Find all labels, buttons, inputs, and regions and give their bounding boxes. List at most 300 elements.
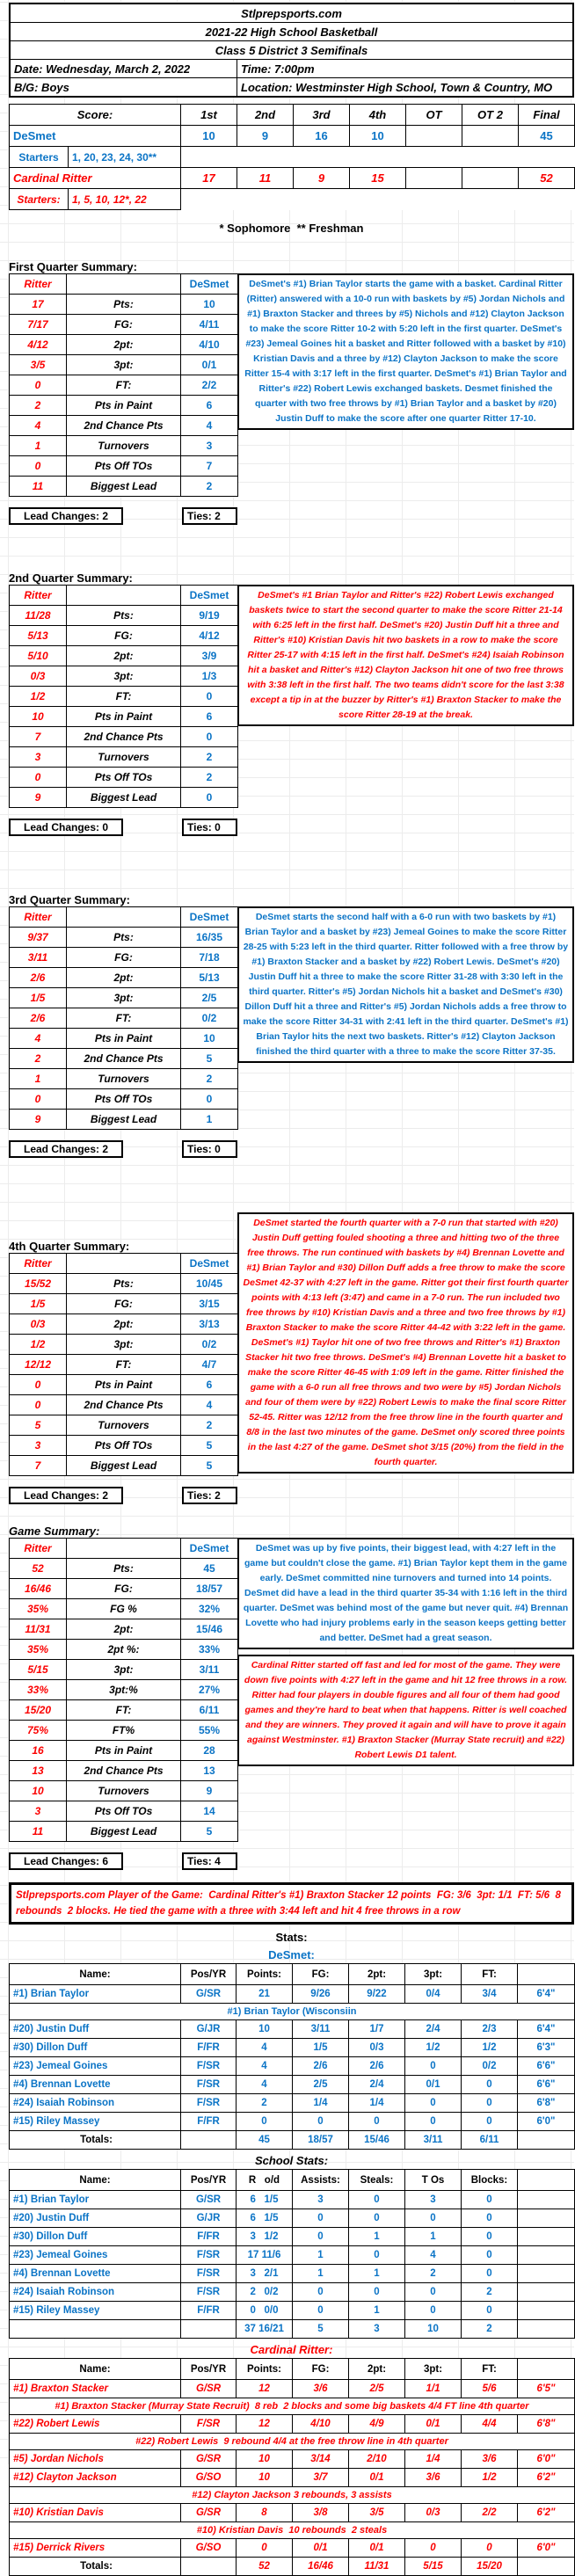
- player-2pt: 0/1: [349, 2469, 405, 2487]
- ritter-value: 7/17: [10, 315, 67, 335]
- ritter-starters: 1, 5, 10, 12*, 22: [69, 189, 181, 210]
- quarter-title: 2nd Quarter Summary:: [9, 571, 133, 585]
- ritter-value: 35%: [10, 1640, 67, 1660]
- stat-label: Biggest Lead: [67, 1822, 181, 1842]
- stat-label: Biggest Lead: [67, 1456, 181, 1476]
- stat-row: [10, 1579, 238, 1599]
- ritter-value: 1/5: [10, 1294, 67, 1314]
- player-row: [10, 2558, 575, 2576]
- stat-label: Pts Off TOs: [67, 1436, 181, 1456]
- desmet-value: 6: [181, 396, 238, 416]
- ritter-value: 11: [10, 1822, 67, 1842]
- ritter-value: 3: [10, 1801, 67, 1822]
- player-height: 6'2": [518, 2469, 575, 2487]
- stat-row: [10, 355, 238, 375]
- player-empty: [518, 2209, 575, 2228]
- desmet-value: 7: [181, 456, 238, 477]
- stat-header-row: [10, 274, 238, 295]
- ritter-value: 33%: [10, 1680, 67, 1700]
- ties-box: Ties: 0: [182, 1140, 237, 1158]
- lead-changes-box: Lead Changes: 2: [9, 507, 123, 525]
- player-2pt: 15/46: [349, 2131, 405, 2150]
- player-pos-yr: G/SR: [181, 2504, 237, 2522]
- ritter-value: 5/15: [10, 1660, 67, 1680]
- score-label: Score:: [10, 105, 181, 126]
- desmet-starters-row: [10, 147, 575, 168]
- ties-box: Ties: 2: [182, 1487, 237, 1504]
- player-empty: [518, 2302, 575, 2320]
- player-pos-yr: F/FR: [181, 2302, 237, 2320]
- stat-row: [10, 646, 238, 666]
- section-third-quarter: [9, 889, 574, 1158]
- player-height: 6'5": [518, 2380, 575, 2398]
- player-3pt: 0/1: [405, 2076, 462, 2094]
- game-summary-title: Game Summary:: [9, 1524, 100, 1538]
- player-rebounds: 3 1/2: [237, 2228, 293, 2246]
- player-note-row: [10, 2004, 575, 2020]
- player-pos-yr: F/SR: [181, 2076, 237, 2094]
- desmet-value: 2: [181, 477, 238, 497]
- ritter-value: 2: [10, 396, 67, 416]
- player-assists: 1: [293, 2265, 349, 2283]
- player-ft: 1/2: [462, 2039, 518, 2057]
- ties-box: Ties: 0: [182, 819, 237, 836]
- player-3pt: 1/2: [405, 2039, 462, 2057]
- stat-label: 2nd Chance Pts: [67, 1761, 181, 1781]
- player-pos-yr: [181, 2558, 237, 2576]
- header-turnovers: T Os: [405, 2170, 462, 2191]
- player-row: [10, 2020, 575, 2039]
- ritter-value: 13: [10, 1761, 67, 1781]
- player-points: 10: [237, 2020, 293, 2039]
- game-date: Date: Wednesday, March 2, 2022: [11, 60, 237, 77]
- stat-label: Pts:: [67, 928, 181, 948]
- player-rebounds: 2 0/2: [237, 2283, 293, 2302]
- player-assists: 0: [293, 2209, 349, 2228]
- score-table: [9, 104, 575, 210]
- desmet-column-header: DeSmet: [181, 1539, 238, 1559]
- desmet-value: 5: [181, 1049, 238, 1069]
- player-steals: 0: [349, 2191, 405, 2209]
- stat-label: FG %: [67, 1599, 181, 1619]
- stat-label: FT:: [67, 687, 181, 707]
- player-turnovers: 0: [405, 2283, 462, 2302]
- ritter-value: 1: [10, 436, 67, 456]
- desmet-value: 0: [181, 1089, 238, 1110]
- ritter-q4: 15: [350, 168, 406, 189]
- player-2pt: 2/6: [349, 2057, 405, 2076]
- player-2pt: 2/4: [349, 2076, 405, 2094]
- section-fourth-quarter: [9, 1218, 574, 1504]
- player-turnovers: 10: [405, 2320, 462, 2339]
- player-blocks: 0: [462, 2302, 518, 2320]
- header-2pt: 2pt:: [349, 2359, 405, 2380]
- header-steals: Steals:: [349, 2170, 405, 2191]
- stat-label: Pts:: [67, 1559, 181, 1579]
- player-row: [10, 2228, 575, 2246]
- player-pos-yr: [181, 2131, 237, 2150]
- stat-row: [10, 928, 238, 948]
- player-2pt: 1/4: [349, 2094, 405, 2113]
- player-ft: 5/6: [462, 2380, 518, 2398]
- player-rebounds: 6 1/5: [237, 2191, 293, 2209]
- q4-stat-table: [9, 1253, 238, 1476]
- desmet-team-name: DeSmet: [10, 126, 181, 147]
- player-fg: 0/1: [293, 2539, 349, 2558]
- ritter-value: 11/28: [10, 606, 67, 626]
- empty-header-cell: [67, 1539, 181, 1559]
- desmet-value: 2/2: [181, 375, 238, 396]
- class-year-footnote: * Sophomore ** Freshman: [219, 222, 364, 235]
- stat-row: [10, 687, 238, 707]
- player-pos-yr: F/SR: [181, 2246, 237, 2265]
- player-empty: [518, 2265, 575, 2283]
- player-height: 6'2": [518, 2504, 575, 2522]
- ritter-value: 5/10: [10, 646, 67, 666]
- player-pos-yr: G/JR: [181, 2020, 237, 2039]
- game-location: Location: Westminster High School, Town & Country, MO: [241, 80, 553, 94]
- stat-row: [10, 1274, 238, 1294]
- player-fg: 2/5: [293, 2076, 349, 2094]
- player-row: [10, 2131, 575, 2150]
- q3-stat-table: [9, 906, 238, 1130]
- q4-narrative: DeSmet started the fourth quarter with a 7-0 run that started with #20) Justin Duff getting fouled shooting a three and hitting two of the three free throws. The run continued with baskets by #4) Brennan Lovette and #1) Brian Taylor and #30) Dillon Duff adds a free throw to make the score DeSmet 42-37 with 4:27 left in the game. Ritter got their first fourth quarter points with 4:13 left (3:47) and came in a 7-0 run. The run included two free throws by #10) Kristian Davis and a three and two free throws by #1) Braxton Stacker to make the score Ritter 44-42 with 3:22 left in the game. DeSmet's #1) Taylor hit one of two free throws and Ritter's #1) Braxton Stacker hit two free throws. DeSmet's #4) Brennan Lovette hit a basket to make the score Ritter 46-45 with 1:09 left in the game. Ritter finished the game with a 6-0 run all free throws and two were by #5) Jordan Nichols and four of them were by #22) Robert Lewis to make the final score Ritter 52-45. Ritter was 12/12 from the free throw line in the fourth quarter and 8/8 in the last two minutes of the game. DeSmet only scored three points in the last 4:27 of the game. DeSmet shot 3/15 (20%) from the field in the fourth quarter.: [237, 1212, 574, 1474]
- col-ot: OT: [406, 105, 462, 126]
- player-rebounds: 37 16/21: [237, 2320, 293, 2339]
- player-steals: 0: [349, 2246, 405, 2265]
- player-name: #20) Justin Duff: [10, 2020, 181, 2039]
- ritter-starters-row: [10, 189, 575, 210]
- player-assists: 1: [293, 2246, 349, 2265]
- player-note-row: [10, 2434, 575, 2450]
- player-rebounds: 17 11/6: [237, 2246, 293, 2265]
- player-pos-yr: G/JR: [181, 2209, 237, 2228]
- stat-row: [10, 315, 238, 335]
- stat-row: [10, 1415, 238, 1436]
- empty-header-cell: [67, 907, 181, 928]
- ritter-value: 2/6: [10, 1008, 67, 1029]
- ritter-column-header: Ritter: [10, 586, 67, 606]
- header-ft: FT:: [462, 2359, 518, 2380]
- desmet-value: 9/19: [181, 606, 238, 626]
- stat-row: [10, 788, 238, 808]
- player-of-the-game-box: Stlprepsports.com Player of the Game: Cardinal Ritter's #1) Braxton Stacker 12 points FG: 3/6 3pt: 1/1 FT: 5/6 8 rebounds 2 blocks. He tied the game with a three with 3:44 left and hit 4 free throws in a row: [9, 1882, 574, 1925]
- stat-label: FG:: [67, 315, 181, 335]
- player-points: 2: [237, 2094, 293, 2113]
- stat-row: [10, 1640, 238, 1660]
- player-pos-yr: [181, 2320, 237, 2339]
- player-pos-yr: F/SR: [181, 2057, 237, 2076]
- desmet-column-header: DeSmet: [181, 907, 238, 928]
- player-turnovers: 0: [405, 2302, 462, 2320]
- stat-label: 2pt %:: [67, 1640, 181, 1660]
- player-note-row: [10, 2398, 575, 2415]
- stat-label: 2pt:: [67, 968, 181, 988]
- header-pos-yr: Pos/YR: [181, 2170, 237, 2191]
- stat-label: 2pt:: [67, 646, 181, 666]
- player-name: #23) Jemeal Goines: [10, 2246, 181, 2265]
- desmet-ot: [406, 126, 462, 147]
- ritter-value: 15/20: [10, 1700, 67, 1721]
- header-ft: FT:: [462, 1964, 518, 1985]
- stat-row: [10, 768, 238, 788]
- player-name: #30) Dillon Duff: [10, 2039, 181, 2057]
- stat-label: FG:: [67, 626, 181, 646]
- player-row: [10, 2039, 575, 2057]
- gender-location-row: [11, 78, 572, 96]
- player-fg: 18/57: [293, 2131, 349, 2150]
- player-assists: 0: [293, 2228, 349, 2246]
- stat-label: Turnovers: [67, 1069, 181, 1089]
- player-3pt: 5/15: [405, 2558, 462, 2576]
- ritter-value: 5/13: [10, 626, 67, 646]
- player-row: [10, 2469, 575, 2487]
- stat-header-row: [10, 907, 238, 928]
- empty-header-cell: [67, 1254, 181, 1274]
- player-ft: 2/2: [462, 2504, 518, 2522]
- desmet-value: 9: [181, 1781, 238, 1801]
- player-2pt: 0: [349, 2113, 405, 2131]
- player-fg: 1/4: [293, 2094, 349, 2113]
- desmet-value: 32%: [181, 1599, 238, 1619]
- player-points: 52: [237, 2558, 293, 2576]
- desmet-final: 45: [519, 126, 575, 147]
- stat-label: Biggest Lead: [67, 1110, 181, 1130]
- header-height: [518, 1964, 575, 1985]
- stat-label: 2pt:: [67, 1619, 181, 1640]
- stat-label: Biggest Lead: [67, 788, 181, 808]
- header-points: Points:: [237, 1964, 293, 1985]
- player-turnovers: 1: [405, 2228, 462, 2246]
- stat-row: [10, 1700, 238, 1721]
- player-pos-yr: F/SR: [181, 2283, 237, 2302]
- player-points: 10: [237, 2450, 293, 2469]
- stat-row: [10, 1335, 238, 1355]
- player-pos-yr: G/SR: [181, 2450, 237, 2469]
- date-time-row: [11, 60, 572, 78]
- player-row: [10, 2504, 575, 2522]
- desmet-ot2: [462, 126, 519, 147]
- player-steals: 1: [349, 2228, 405, 2246]
- player-name: [10, 2320, 181, 2339]
- player-3pt: 0: [405, 2094, 462, 2113]
- desmet-value: 15/46: [181, 1619, 238, 1640]
- game-narrative-ritter: Cardinal Ritter started off fast and led for most of the game. They were down five points with 4:27 left in the game and hit 12 free throws in a row. Ritter had four players in double figures and all four of them had good games and they're hard to beat when that happens. Ritter is well coached and they are winners. They proved it again and will have to prove it again against Westminster. #1) Braxton Stacker (Murray State recruit) and #22) Robert Lewis D1 talent.: [237, 1655, 574, 1766]
- player-fg: 4/10: [293, 2415, 349, 2434]
- player-rebounds: 3 2/1: [237, 2265, 293, 2283]
- ritter-q1: 17: [181, 168, 237, 189]
- ritter-value: 0: [10, 1395, 67, 1415]
- header-3pt: 3pt:: [405, 1964, 462, 1985]
- stat-row: [10, 1741, 238, 1761]
- desmet-value: 4/11: [181, 315, 238, 335]
- ritter-value: 9: [10, 1110, 67, 1130]
- stat-label: Turnovers: [67, 436, 181, 456]
- player-ft: 3/6: [462, 2450, 518, 2469]
- stat-label: 3pt:: [67, 988, 181, 1008]
- desmet-value: 4: [181, 1395, 238, 1415]
- player-3pt: 0/1: [405, 2415, 462, 2434]
- player-ft: 15/20: [462, 2558, 518, 2576]
- stat-row: [10, 948, 238, 968]
- empty-cells: [181, 189, 575, 210]
- player-height: 6'6": [518, 2057, 575, 2076]
- player-ft: 0/2: [462, 2057, 518, 2076]
- desmet-value: 5/13: [181, 968, 238, 988]
- desmet-value: 10: [181, 1029, 238, 1049]
- player-assists: 3: [293, 2191, 349, 2209]
- stat-row: [10, 335, 238, 355]
- empty-header-cell: [67, 274, 181, 295]
- player-ft: 2/3: [462, 2020, 518, 2039]
- desmet-value: 13: [181, 1761, 238, 1781]
- ritter-value: 4: [10, 1029, 67, 1049]
- desmet-stats-title: DeSmet:: [268, 1947, 315, 1961]
- player-3pt: 0/4: [405, 1985, 462, 2004]
- player-row: [10, 2094, 575, 2113]
- player-empty: [518, 2228, 575, 2246]
- ritter-value: 16/46: [10, 1579, 67, 1599]
- player-pos-yr: F/FR: [181, 2113, 237, 2131]
- ritter-q3: 9: [294, 168, 350, 189]
- desmet-value: 4: [181, 416, 238, 436]
- q2-narrative: DeSmet's #1 Brian Taylor and Ritter's #22) Robert Lewis exchanged baskets twice to start the second quarter to make the score Ritter 21-14 with 6:25 left in the first half. DeSmet's #20) Justin Duff hit a three and Ritter's #10) Kristian Davis hit two baskets in a row to make the score Ritter 25-17 with 4:15 left in the first half. DeSmet's #24) Isaiah Robinson hit a basket and Ritter's #12) Clayton Jackson hit one of two free throws with 3:38 left in the first half. The two teams didn't score for the last 3:38 except a tip in at the buzzer by Ritter's #1) Braxton Stacker to make the score Ritter 28-19 at the break.: [237, 585, 574, 726]
- player-2pt: 0/1: [349, 2539, 405, 2558]
- desmet-value: 5: [181, 1822, 238, 1842]
- lead-changes-box: Lead Changes: 2: [9, 1140, 123, 1158]
- ritter-starters-label: Starters:: [10, 189, 69, 210]
- stat-label: Pts in Paint: [67, 396, 181, 416]
- player-points: 4: [237, 2057, 293, 2076]
- header-fg: FG:: [293, 2359, 349, 2380]
- header-pos-yr: Pos/YR: [181, 2359, 237, 2380]
- ritter-value: 3/11: [10, 948, 67, 968]
- desmet-value: 5: [181, 1456, 238, 1476]
- player-name: #1) Brian Taylor: [10, 1985, 181, 2004]
- player-note: #1) Braxton Stacker (Murray State Recruit) 8 reb 2 blocks and some big baskets 4/4 FT line 4th quarter: [10, 2398, 575, 2415]
- player-row: [10, 2246, 575, 2265]
- player-name: #30) Dillon Duff: [10, 2228, 181, 2246]
- desmet-value: 0/2: [181, 1008, 238, 1029]
- stat-row: [10, 988, 238, 1008]
- stat-label: Pts:: [67, 606, 181, 626]
- player-name: #4) Brennan Lovette: [10, 2076, 181, 2094]
- player-steals: 0: [349, 2209, 405, 2228]
- col-4th: 4th: [350, 105, 406, 126]
- ritter-value: 16: [10, 1741, 67, 1761]
- ritter-value: 3: [10, 1436, 67, 1456]
- lead-changes-box: Lead Changes: 6: [9, 1852, 123, 1870]
- player-name: #1) Braxton Stacker: [10, 2380, 181, 2398]
- player-pos-yr: F/SR: [181, 2094, 237, 2113]
- desmet-starters: 1, 20, 23, 24, 30**: [69, 147, 181, 168]
- player-empty: [518, 2191, 575, 2209]
- stat-label: FT:: [67, 1700, 181, 1721]
- desmet-q2: 9: [237, 126, 294, 147]
- player-empty: [518, 2320, 575, 2339]
- stat-label: 3pt:: [67, 1335, 181, 1355]
- header-fg: FG:: [293, 1964, 349, 1985]
- header-empty: [518, 2170, 575, 2191]
- ritter-q2: 11: [237, 168, 294, 189]
- stat-row: [10, 436, 238, 456]
- quarter-title: 4th Quarter Summary:: [9, 1240, 130, 1253]
- stat-row: [10, 1781, 238, 1801]
- player-turnovers: 3: [405, 2191, 462, 2209]
- player-ft: 3/4: [462, 1985, 518, 2004]
- lead-changes-box: Lead Changes: 2: [9, 1487, 123, 1504]
- stat-label: 2nd Chance Pts: [67, 727, 181, 747]
- ritter-value: 10: [10, 1781, 67, 1801]
- ritter-value: 0: [10, 1375, 67, 1395]
- player-fg: 0: [293, 2113, 349, 2131]
- player-fg: 3/6: [293, 2380, 349, 2398]
- desmet-value: 1: [181, 1110, 238, 1130]
- desmet-column-header: DeSmet: [181, 586, 238, 606]
- stat-row: [10, 396, 238, 416]
- ritter-value: 7: [10, 727, 67, 747]
- stat-row: [10, 1660, 238, 1680]
- player-name: #15) Riley Massey: [10, 2302, 181, 2320]
- header-points: Points:: [237, 2359, 293, 2380]
- ritter-stats-title: Cardinal Ritter:: [250, 2342, 333, 2356]
- stat-header-row: [10, 1254, 238, 1274]
- player-ft: 4/4: [462, 2415, 518, 2434]
- player-name: #15) Derrick Rivers: [10, 2539, 181, 2558]
- stat-label: FG:: [67, 1294, 181, 1314]
- ritter-team-name: Cardinal Ritter: [10, 168, 181, 189]
- ritter-column-header: Ritter: [10, 274, 67, 295]
- player-blocks: 2: [462, 2320, 518, 2339]
- ritter-value: 0: [10, 768, 67, 788]
- stat-label: 3pt:: [67, 1660, 181, 1680]
- ritter-value: 0: [10, 1089, 67, 1110]
- header-blocks: Blocks:: [462, 2170, 518, 2191]
- ritter-value: 0/3: [10, 1314, 67, 1335]
- player-pos-yr: G/SR: [181, 1985, 237, 2004]
- player-ft: 0: [462, 2094, 518, 2113]
- desmet-value: 6: [181, 707, 238, 727]
- player-row: [10, 2265, 575, 2283]
- player-row: [10, 2450, 575, 2469]
- stat-header-row: [10, 586, 238, 606]
- ritter-value: 5: [10, 1415, 67, 1436]
- season-title: 2021-22 High School Basketball: [11, 23, 572, 41]
- section-game-summary: [9, 1520, 574, 1870]
- player-row: [10, 2380, 575, 2398]
- stat-row: [10, 968, 238, 988]
- player-points: 4: [237, 2076, 293, 2094]
- stat-label: Pts:: [67, 1274, 181, 1294]
- player-row: [10, 2209, 575, 2228]
- ritter-value: 4/12: [10, 335, 67, 355]
- desmet-value: 33%: [181, 1640, 238, 1660]
- stat-label: 2pt:: [67, 1314, 181, 1335]
- player-points: 0: [237, 2113, 293, 2131]
- player-fg: 16/46: [293, 2558, 349, 2576]
- stat-label: Pts in Paint: [67, 1375, 181, 1395]
- player-steals: 3: [349, 2320, 405, 2339]
- player-blocks: 0: [462, 2228, 518, 2246]
- player-name: #20) Justin Duff: [10, 2209, 181, 2228]
- ritter-column-header: Ritter: [10, 907, 67, 928]
- stat-row: [10, 1355, 238, 1375]
- player-2pt: 3/5: [349, 2504, 405, 2522]
- col-final: Final: [519, 105, 575, 126]
- player-name: #23) Jemeal Goines: [10, 2057, 181, 2076]
- desmet-value: 0: [181, 788, 238, 808]
- stat-label: Pts in Paint: [67, 1029, 181, 1049]
